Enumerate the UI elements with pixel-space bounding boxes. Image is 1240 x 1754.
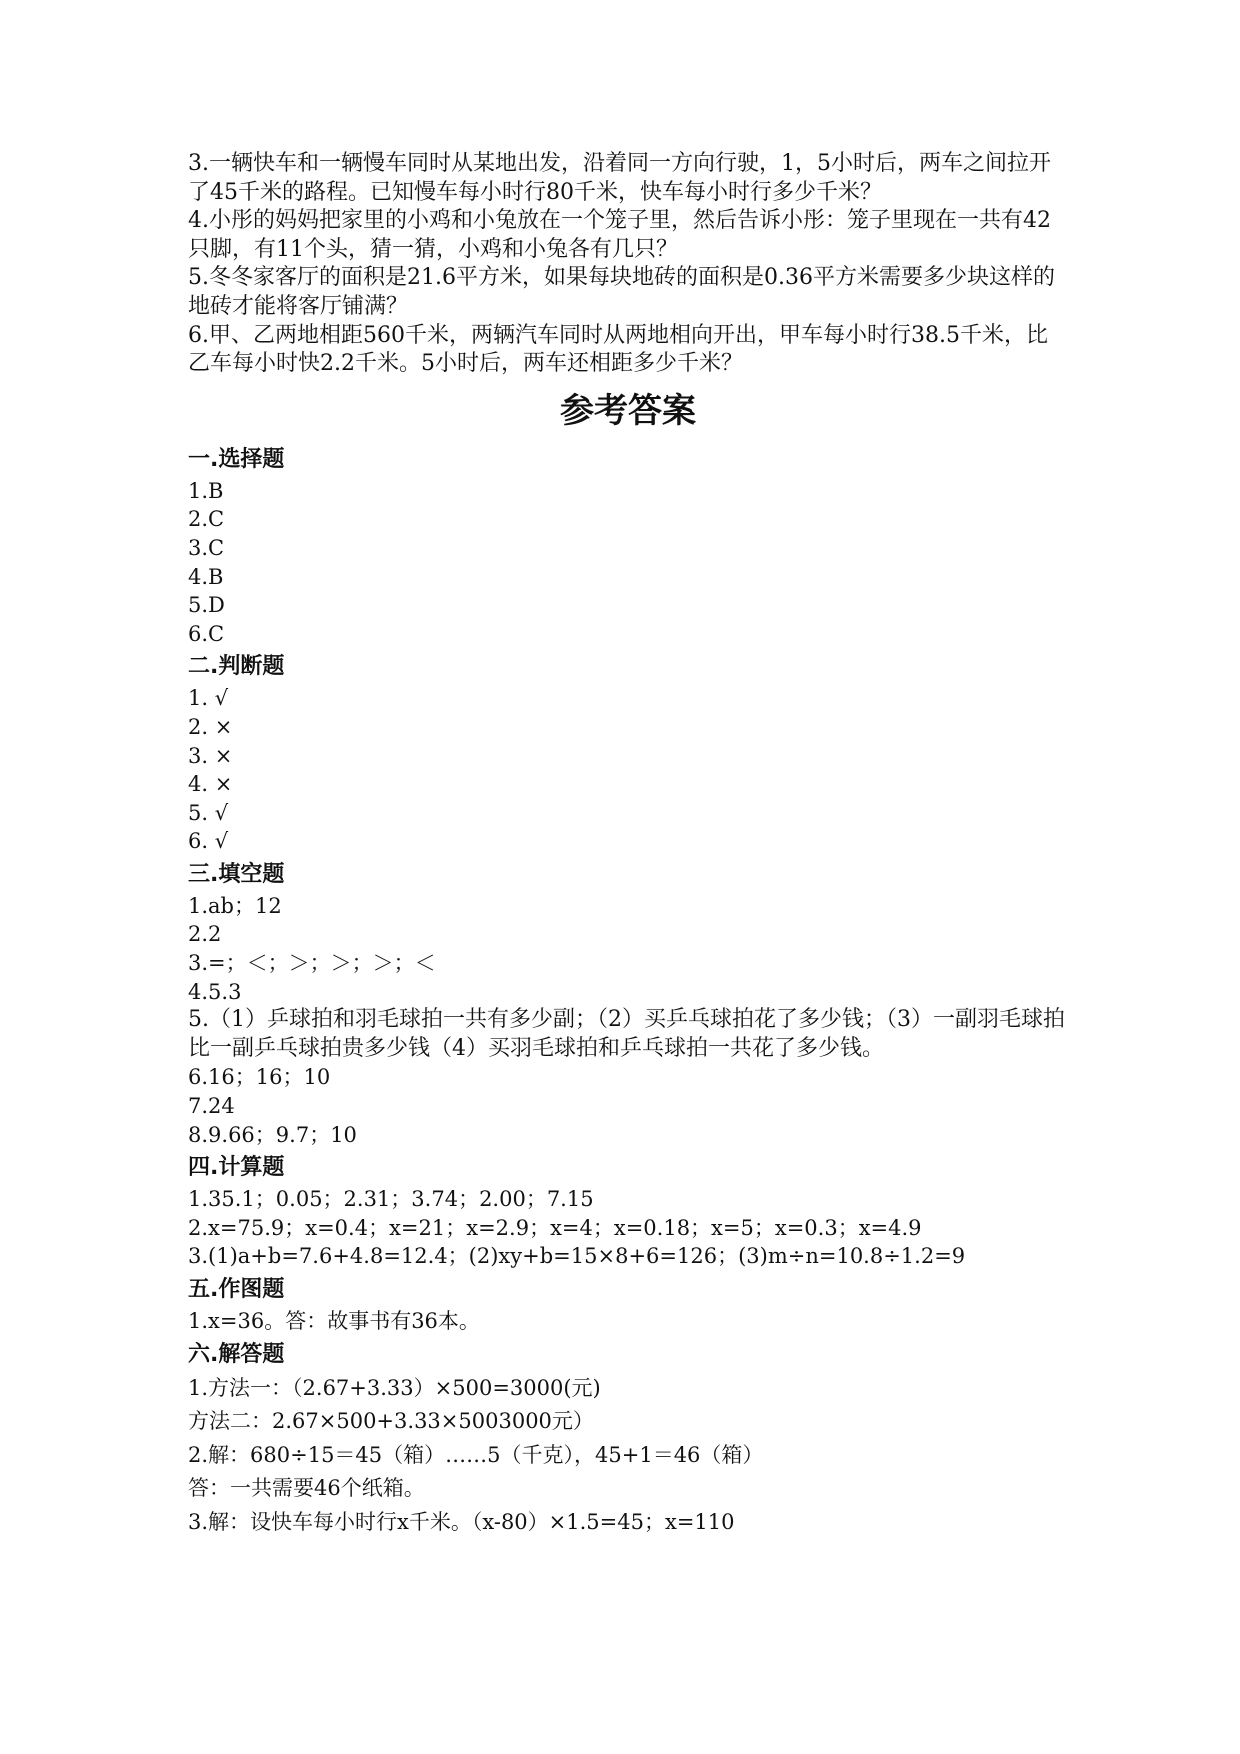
judge-answer-2: 2. × bbox=[188, 714, 233, 739]
section-title-draw: 五.作图题 bbox=[188, 1277, 285, 1302]
judge-answer-5: 5. √ bbox=[188, 800, 229, 825]
calc-answer-3: 3.(1)a+b=7.6+4.8=12.4；(2)xy+b=15×8+6=126；(3)m÷n=10.8÷1.2=9 bbox=[188, 1244, 966, 1269]
fill-answer-4: 4.5.3 bbox=[188, 979, 242, 1004]
fill-answer-3: 3.=；＜；＞；＞；＞；＜ bbox=[188, 951, 436, 976]
solve-answer-3: 3.解：设快车每小时行x千米。（x-80）×1.5=45；x=110 bbox=[188, 1509, 735, 1534]
problem-5: 5.冬冬家客厅的面积是21.6平方米，如果每块地砖的面积是0.36平方米需要多少块这样的地砖才能将客厅铺满？ bbox=[188, 265, 1055, 319]
choice-answer-1: 1.B bbox=[188, 478, 224, 503]
fill-answer-5: 5.（1）乒球拍和羽毛球拍一共有多少副；（2）买乒乓球拍花了多少钱；（3）一副羽毛球拍比一副乒乓球拍贵多少钱（4）买羽毛球拍和乒乓球拍一共花了多少钱。 bbox=[188, 1007, 1065, 1061]
draw-answer-1: 1.x=36。答：故事书有36本。 bbox=[188, 1309, 480, 1333]
choice-answer-6: 6.C bbox=[188, 621, 225, 646]
solve-answer-2a: 2.解：680÷15＝45（箱）……5（千克），45+1＝46（箱） bbox=[188, 1442, 764, 1467]
judge-answer-1: 1. √ bbox=[188, 686, 229, 711]
choice-answer-5: 5.D bbox=[188, 593, 225, 618]
solve-answer-2b: 答：一共需要46个纸箱。 bbox=[188, 1476, 425, 1501]
fill-answer-8: 8.9.66；9.7；10 bbox=[188, 1122, 357, 1147]
section-title-judge: 二.判断题 bbox=[188, 654, 285, 680]
section-title-fill: 三.填空题 bbox=[188, 861, 285, 887]
choice-answer-2: 2.C bbox=[188, 507, 225, 532]
section-title-calc: 四.计算题 bbox=[188, 1155, 285, 1181]
answers-title: 参考答案 bbox=[560, 390, 696, 431]
choice-answer-3: 3.C bbox=[188, 535, 225, 560]
fill-answer-2: 2.2 bbox=[188, 922, 222, 947]
judge-answer-4: 4. × bbox=[188, 772, 233, 797]
fill-answer-6: 6.16；16；10 bbox=[188, 1065, 331, 1090]
solve-answer-1a: 1.方法一：（2.67+3.33）×500=3000(元) bbox=[188, 1375, 601, 1400]
section-title-choice: 一.选择题 bbox=[188, 446, 285, 472]
document-page bbox=[188, 150, 1068, 1539]
problem-6: 6.甲、乙两地相距560千米，两辆汽车同时从两地相向开出，甲车每小时行38.5千米，比乙车每小时快2.2千米。5小时后，两车还相距多少千米？ bbox=[188, 322, 1048, 377]
judge-answer-6: 6. √ bbox=[188, 829, 229, 854]
calc-answer-1: 1.35.1；0.05；2.31；3.74；2.00；7.15 bbox=[188, 1187, 594, 1212]
problem-3: 3.一辆快车和一辆慢车同时从某地出发，沿着同一方向行驶，1，5小时后，两车之间拉开了45千米的路程。已知慢车每小时行80千米，快车每小时行多少千米？ bbox=[188, 151, 1051, 205]
calc-answer-2: 2.x=75.9；x=0.4；x=21；x=2.9；x=4；x=0.18；x=5；x=0.3；x=4.9 bbox=[188, 1215, 922, 1240]
section-title-solve: 六.解答题 bbox=[188, 1341, 285, 1367]
judge-answer-3: 3. × bbox=[188, 743, 233, 768]
solve-answer-1b: 方法二：2.67×500+3.33×5003000元） bbox=[188, 1409, 594, 1434]
fill-answer-1: 1.ab；12 bbox=[188, 893, 282, 918]
fill-answer-7: 7.24 bbox=[188, 1094, 235, 1119]
problem-4: 4.小彤的妈妈把家里的小鸡和小兔放在一个笼子里，然后告诉小彤：笼子里现在一共有42只脚，有11个头，猜一猜，小鸡和小兔各有几只？ bbox=[188, 208, 1051, 262]
choice-answer-4: 4.B bbox=[188, 564, 224, 589]
